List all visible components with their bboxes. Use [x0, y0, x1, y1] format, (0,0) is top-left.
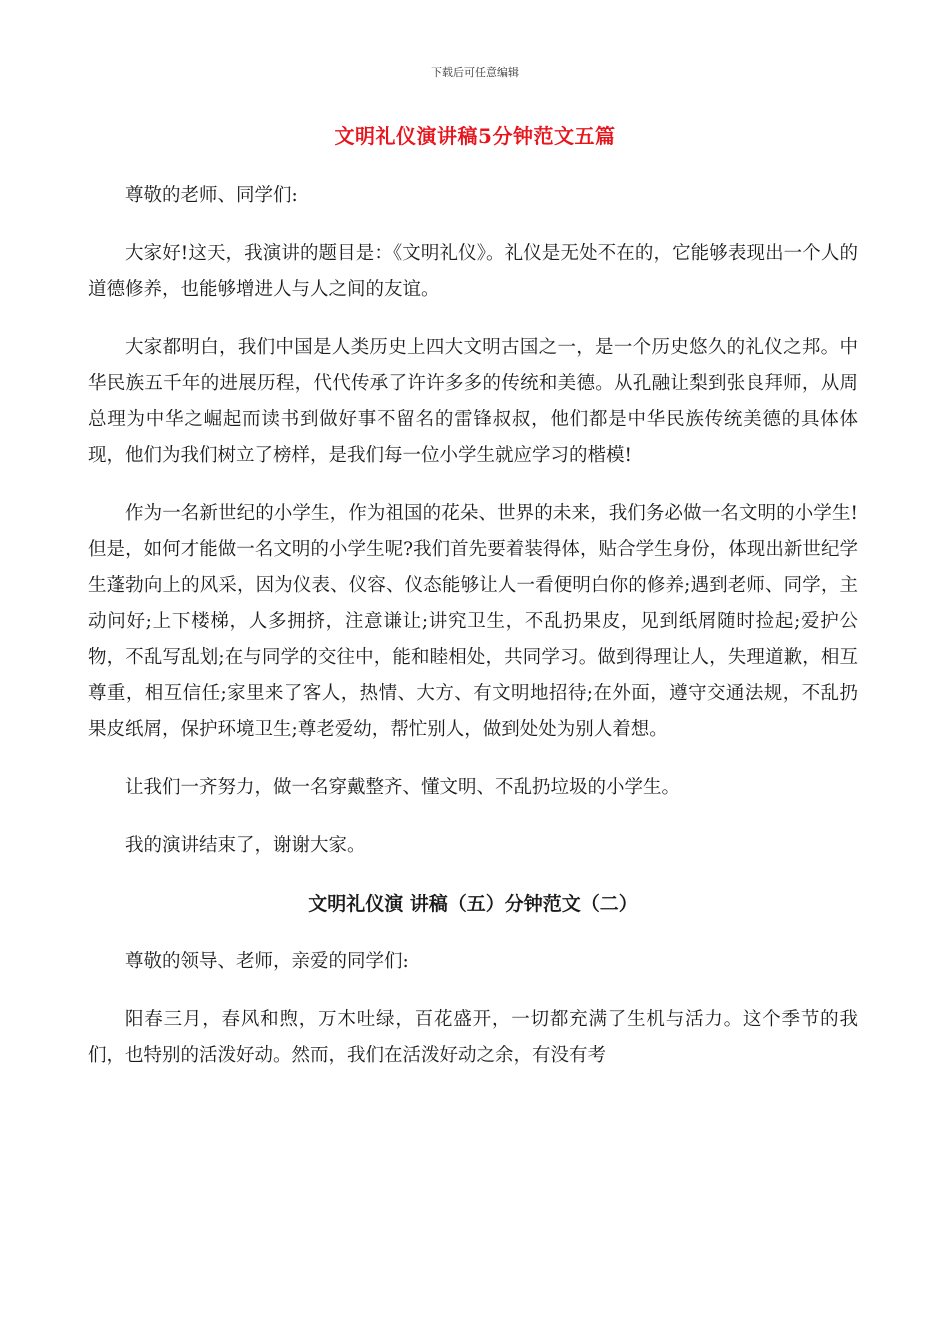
document-title: 文明礼仪演讲稿5分钟范文五篇 — [334, 124, 616, 148]
document-body — [88, 178, 858, 1096]
header-note: 下载后可任意编辑 — [431, 66, 519, 79]
paragraph: 作为一名新世纪的小学生，作为祖国的花朵、世界的未来，我们务必做一名文明的小学生!但是，如何才能做一名文明的小学生呢?我们首先要着装得体，贴合学生身份，体现出新世纪学生蓬勃向上的风采，因为仪表、仪容、仪态能够让人一看便明白你的修养;遇到老师、同学，主动问好;上下楼梯，人多拥挤，注意谦让;讲究卫生，不乱扔果皮，见到纸屑随时捡起;爱护公物，不乱写乱划;在与同学的交往中，能和睦相处，共同学习。做到得理让人，失理道歉，相互尊重，相互信任;家里来了客人，热情、大方、有文明地招待;在外面，遵守交通法规，不乱扔果皮纸屑，保护环境卫生;尊老爱幼，帮忙别人，做到处处为别人着想。 — [88, 503, 858, 740]
salutation: 尊敬的领导、老师，亲爱的同学们: — [125, 951, 409, 972]
paragraph: 大家都明白，我们中国是人类历史上四大文明古国之一，是一个历史悠久的礼仪之邦。中华民族五千年的进展历程，代代传承了许许多多的传统和美德。从孔融让梨到张良拜师，从周总理为中华之崛起而读书到做好事不留名的雷锋叔叔，他们都是中华民族传统美德的具体体现，他们为我们树立了榜样，是我们每一位小学生就应学习的楷模! — [88, 337, 858, 466]
paragraph: 让我们一齐努力，做一名穿戴整齐、懂文明、不乱扔垃圾的小学生。 — [125, 777, 681, 798]
paragraph: 大家好!这天，我演讲的题目是：《文明礼仪》。礼仪是无处不在的，它能够表现出一个人的道德修养，也能够增进人与人之间的友谊。 — [88, 243, 858, 300]
paragraph: 阳春三月，春风和煦，万木吐绿，百花盛开，一切都充满了生机与活力。这个季节的我们，也特别的活泼好动。然而，我们在活泼好动之余，有没有考 — [88, 1009, 858, 1066]
paragraph: 我的演讲结束了，谢谢大家。 — [125, 835, 366, 856]
salutation: 尊敬的老师、同学们: — [125, 185, 298, 206]
section-heading: 文明礼仪演 讲稿（五）分钟范文（二） — [308, 893, 638, 915]
